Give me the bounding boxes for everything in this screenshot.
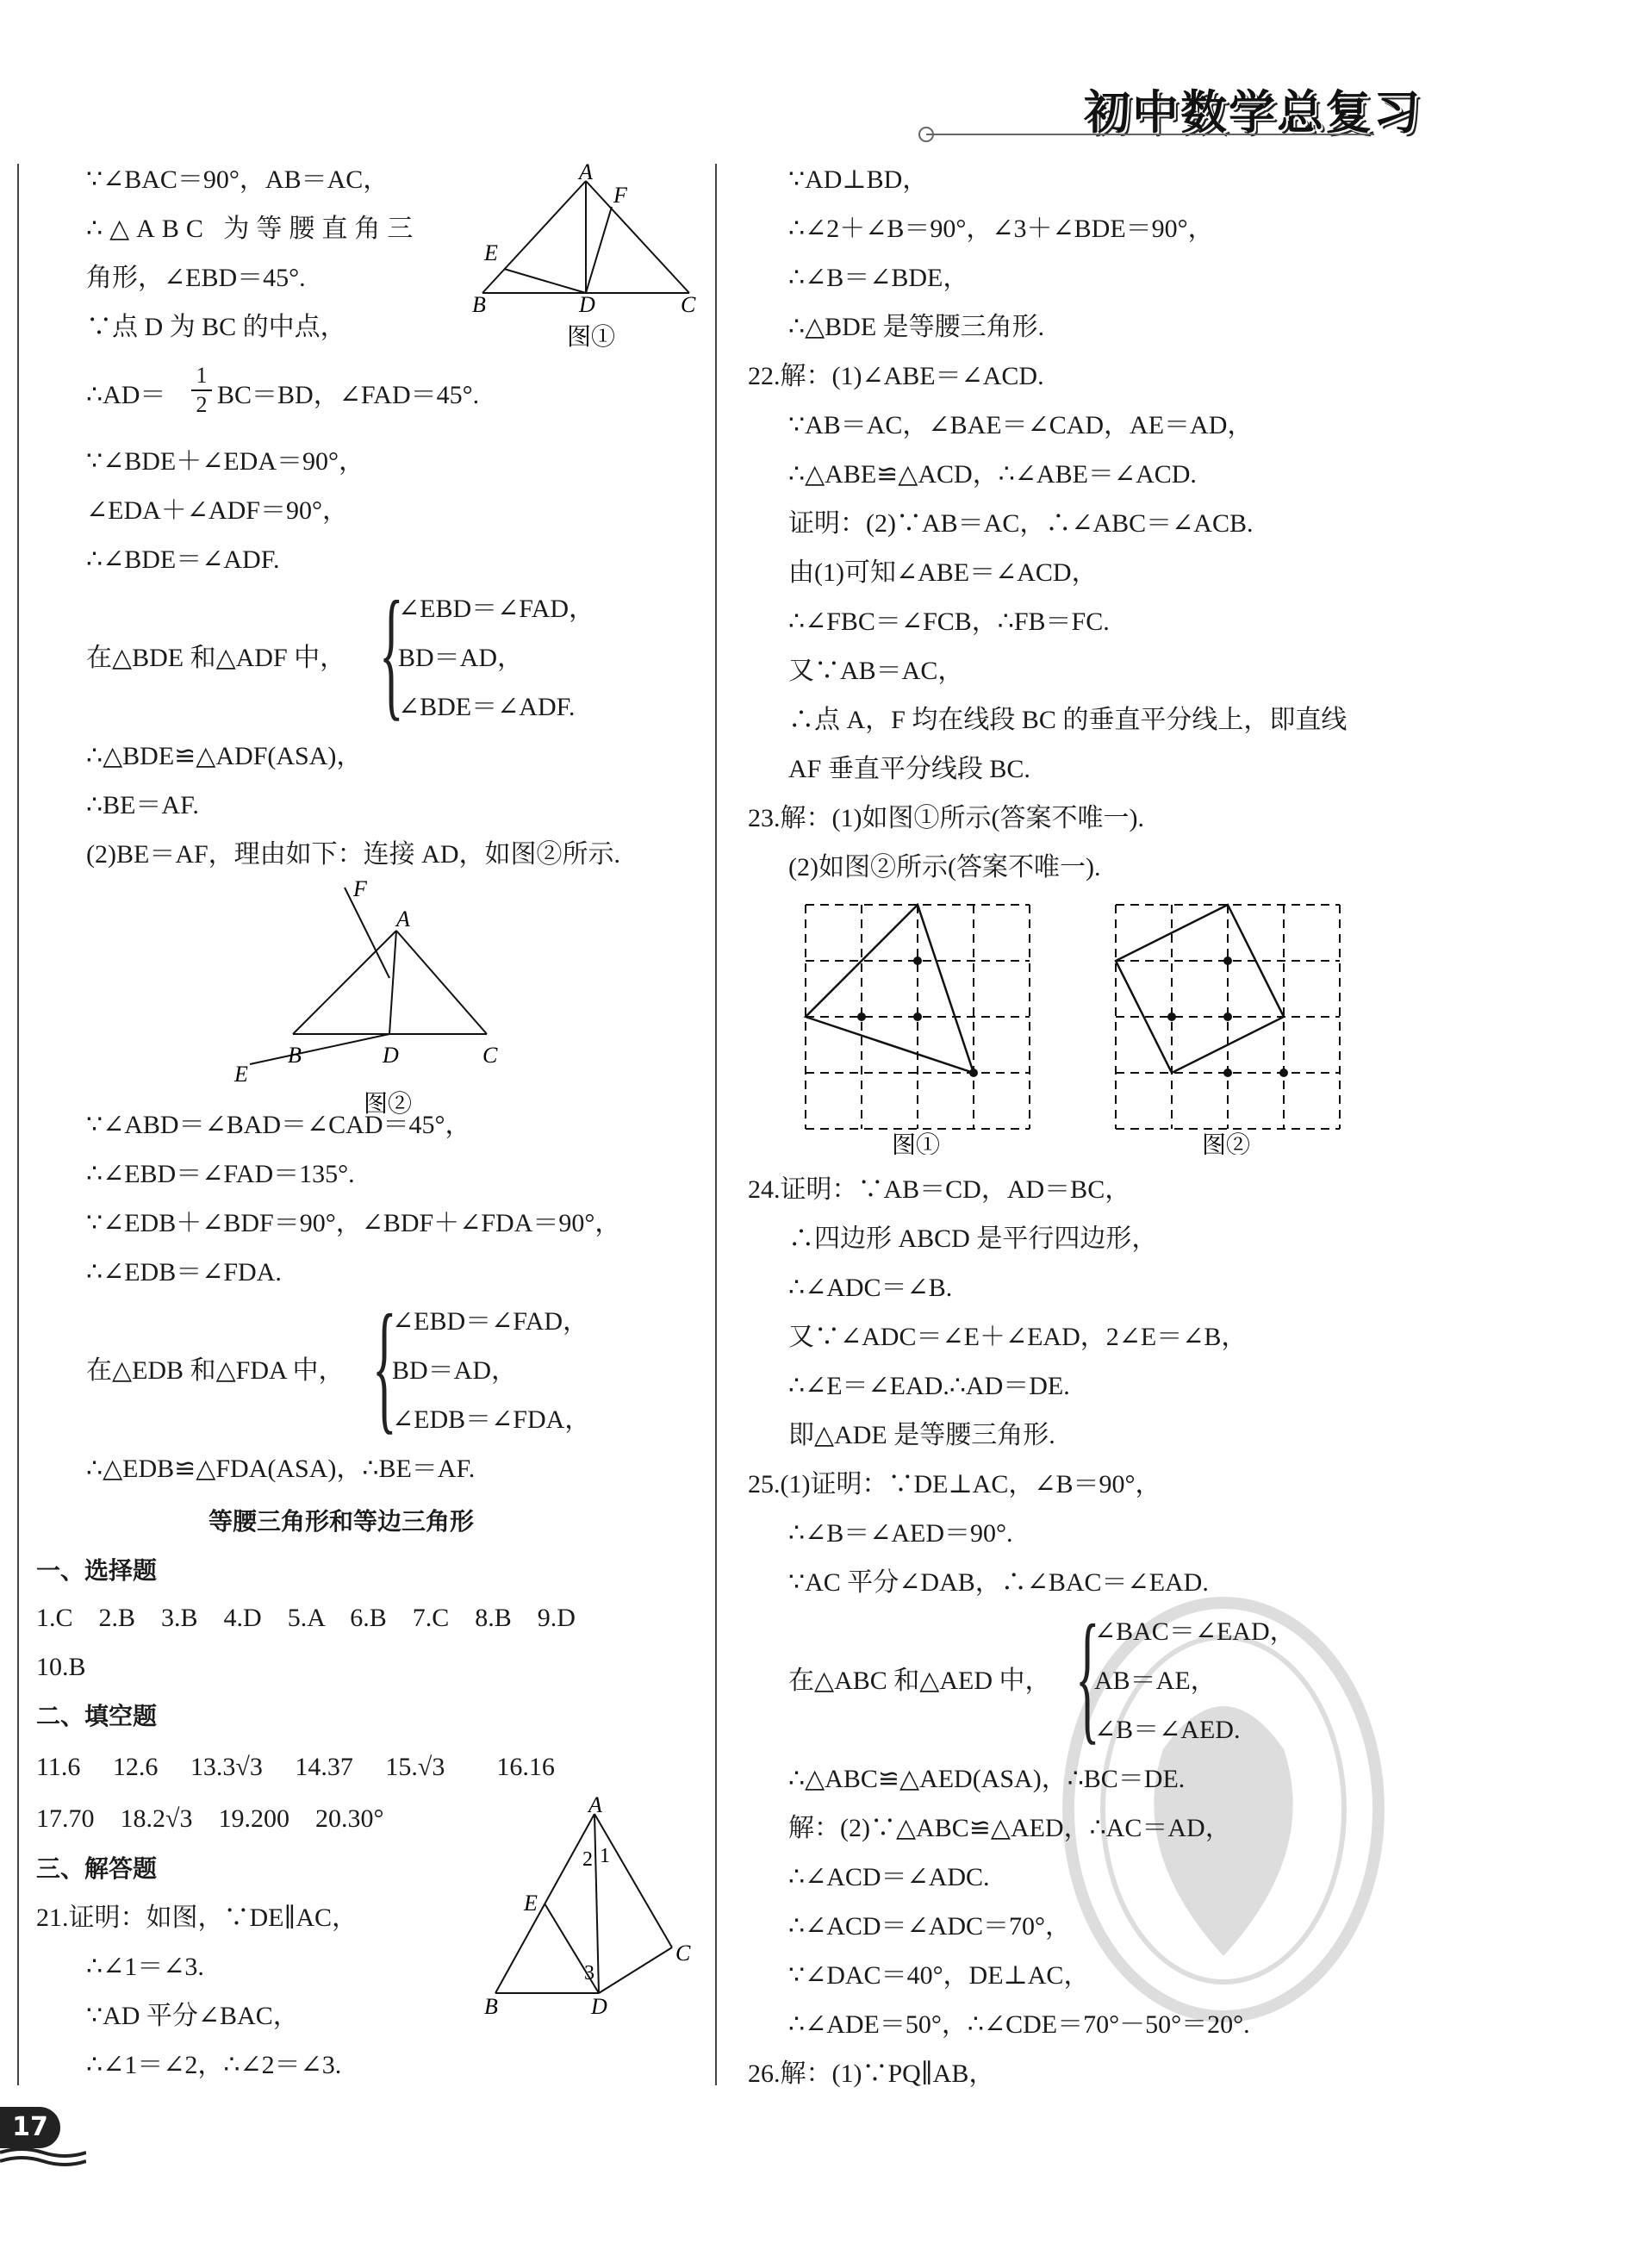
left-line: 在△BDE 和△ADF 中，	[86, 644, 346, 672]
page-number-wave-decor	[0, 2146, 86, 2166]
fig21-label: 1	[600, 1845, 610, 1867]
right-line: ∵AB＝AC，∠BAE＝∠CAD，AE＝AD，	[788, 411, 1254, 439]
fig1-label: A	[579, 164, 593, 184]
column-divider	[715, 164, 717, 2085]
grid-figure-1	[793, 896, 1043, 1155]
left-line: ∴AD＝	[86, 381, 166, 409]
fraction-denominator: 2	[196, 392, 208, 417]
fig1-label: B	[472, 292, 486, 317]
right-line: 又∵∠ADC＝∠E＋∠EAD，2∠E＝∠B，	[788, 1323, 1248, 1351]
right-line: ∠B＝∠AED.	[1094, 1716, 1241, 1744]
brace: {	[372, 1285, 397, 1447]
fraction	[191, 362, 212, 419]
right-line: ∴△ABE≌△ACD，∴∠ABE＝∠ACD.	[788, 460, 1197, 489]
page-number: 17	[0, 2107, 60, 2148]
right-line: ∴∠ADE＝50°，∴∠CDE＝70°－50°＝20°.	[788, 2010, 1250, 2039]
fig2-label: D	[383, 1043, 399, 1068]
left-line: ∴△BDE≌△ADF(ASA)，	[86, 742, 363, 770]
choice-answers: 1.C 2.B 3.B 4.D 5.A 6.B 7.C 8.B 9.D	[36, 1604, 576, 1632]
right-line: 即△ADE 是等腰三角形.	[788, 1421, 1055, 1449]
right-line: 22.解：(1)∠ABE＝∠ACD.	[748, 362, 1044, 390]
left-line: ∠EBD＝∠FAD，	[392, 1307, 589, 1336]
brace: {	[379, 571, 404, 733]
fig21-label: D	[591, 1994, 607, 2019]
left-line: 角形，∠EBD＝45°.	[86, 264, 306, 292]
left-line: ∠EDA＋∠ADF＝90°，	[86, 496, 348, 525]
q21-line: 21.证明：如图，∵DE∥AC，	[36, 1904, 358, 1932]
left-margin-rule	[17, 164, 19, 2085]
title-decor-line	[926, 134, 1374, 135]
right-line: 由(1)可知∠ABE＝∠ACD，	[788, 558, 1098, 587]
choice-answers: 10.B	[36, 1653, 86, 1681]
left-line: (2)BE＝AF，理由如下：连接 AD，如图②所示.	[86, 840, 620, 869]
right-line: 26.解：(1)∵PQ∥AB，	[748, 2059, 995, 2088]
right-line: ∴∠B＝∠BDE，	[788, 264, 969, 292]
fig1-caption: 图①	[567, 324, 616, 351]
fig1-label: E	[484, 240, 498, 265]
fig1-label: C	[681, 292, 696, 317]
right-line: ∴∠ACD＝∠ADC＝70°，	[788, 1912, 1072, 1941]
right-line: 解：(2)∵△ABC≌△AED，∴AC＝AD，	[788, 1814, 1231, 1842]
figure-q21-triangle	[474, 1797, 715, 2029]
right-line: ∵AC 平分∠DAB，∴∠BAC＝∠EAD.	[788, 1568, 1209, 1597]
right-line: ∴点 A，F 均在线段 BC 的垂直平分线上，即直线	[788, 706, 1348, 734]
fill-answers: 17.70 18.2√3 19.200 20.30°	[36, 1804, 384, 1833]
q21-line: ∵AD 平分∠BAC，	[86, 2002, 299, 2030]
section-heading: 一、选择题	[36, 1556, 158, 1585]
right-line: ∴△ABC≌△AED(ASA)，∴BC＝DE.	[788, 1765, 1186, 1793]
fraction-numerator: 1	[191, 362, 212, 391]
right-line: ∵∠DAC＝40°，DE⊥AC，	[788, 1961, 1090, 1990]
left-line: ∠EBD＝∠FAD，	[398, 595, 595, 623]
q21-line: ∴∠1＝∠2，∴∠2＝∠3.	[86, 2051, 342, 2079]
brace: {	[1075, 1595, 1100, 1757]
right-line: ∠BAC＝∠EAD，	[1094, 1617, 1296, 1646]
left-line: 在△EDB 和△FDA 中，	[86, 1356, 345, 1385]
left-line: ∴∠BDE＝∠ADF.	[86, 545, 280, 574]
left-line: ∠EDB＝∠FDA，	[392, 1405, 591, 1434]
grid2-caption: 图②	[1202, 1132, 1251, 1155]
right-line: 25.(1)证明：∵DE⊥AC，∠B＝90°，	[748, 1470, 1161, 1498]
fig21-label: 2	[582, 1848, 593, 1871]
right-line: 又∵AB＝AC，	[788, 657, 964, 685]
right-line: 证明：(2)∵AB＝AC，∴∠ABC＝∠ACB.	[788, 509, 1254, 538]
page-title: 初中数学总复习	[1084, 85, 1422, 140]
seal-watermark	[1060, 1594, 1387, 2025]
fig2-label: E	[234, 1062, 248, 1087]
section-heading: 三、解答题	[36, 1854, 158, 1883]
fig21-label: A	[588, 1797, 602, 1817]
fig2-caption: 图②	[364, 1091, 413, 1118]
left-line: ∵∠EDB＋∠BDF＝90°，∠BDF＋∠FDA＝90°，	[86, 1209, 621, 1237]
right-line: ∴∠B＝∠AED＝90°.	[788, 1519, 1013, 1548]
left-line: ∴△ABC 为等腰直角三	[86, 215, 420, 243]
left-line: ∴△EDB≌△FDA(ASA)，∴BE＝AF.	[86, 1455, 476, 1483]
fill-answers: 11.6 12.6 13.3√3 14.37 15.√3 16.16	[36, 1753, 555, 1781]
fig2-label: F	[353, 876, 367, 901]
left-line: ∵∠BDE＋∠EDA＝90°，	[86, 447, 365, 476]
fig21-label: C	[675, 1941, 691, 1966]
left-line: ∴∠EDB＝∠FDA.	[86, 1258, 282, 1287]
left-line: BC＝BD，∠FAD＝45°.	[217, 381, 480, 409]
figure-2-triangle	[224, 875, 517, 1120]
grid1-caption: 图①	[892, 1132, 941, 1155]
fig21-label: 3	[584, 1962, 594, 1984]
fig1-label: D	[579, 292, 595, 317]
right-line: 23.解：(1)如图①所示(答案不唯一).	[748, 804, 1144, 832]
right-line: ∴四边形 ABCD 是平行四边形，	[788, 1224, 1158, 1253]
left-line: ∵∠BAC＝90°，AB＝AC，	[86, 165, 389, 194]
right-line: ∴∠ADC＝∠B.	[788, 1274, 953, 1302]
right-line: ∴△BDE 是等腰三角形.	[788, 313, 1045, 341]
left-line: ∵点 D 为 BC 的中点，	[86, 313, 346, 341]
section-heading: 二、填空题	[36, 1702, 158, 1730]
section-title: 等腰三角形和等边三角形	[209, 1507, 475, 1536]
left-line: BD＝AD，	[398, 644, 524, 672]
fig2-label: A	[396, 907, 410, 932]
left-line: ∴∠EBD＝∠FAD＝135°.	[86, 1160, 355, 1188]
right-line: AB＝AE，	[1094, 1667, 1217, 1695]
right-line: ∴∠E＝∠EAD.∴AD＝DE.	[788, 1372, 1070, 1400]
right-line: 在△ABC 和△AED 中，	[788, 1667, 1051, 1695]
right-line: ∵AD⊥BD，	[788, 165, 929, 194]
right-line: AF 垂直平分线段 BC.	[788, 755, 1030, 783]
right-line: ∴∠ACD＝∠ADC.	[788, 1863, 990, 1891]
right-line: ∴∠FBC＝∠FCB，∴FB＝FC.	[788, 608, 1110, 636]
left-line: ∴BE＝AF.	[86, 791, 199, 819]
fig2-label: C	[482, 1043, 498, 1068]
right-line: ∴∠2＋∠B＝90°，∠3＋∠BDE＝90°，	[788, 215, 1214, 243]
left-line: BD＝AD，	[392, 1356, 518, 1385]
right-line: (2)如图②所示(答案不唯一).	[788, 853, 1101, 882]
left-line: ∵∠ABD＝∠BAD＝∠CAD＝45°，	[86, 1111, 471, 1139]
right-line: 24.证明：∵AB＝CD，AD＝BC，	[748, 1175, 1131, 1204]
fig2-label: B	[288, 1043, 302, 1068]
q21-line: ∴∠1＝∠3.	[86, 1953, 204, 1981]
figure-1-triangle	[465, 164, 715, 362]
fig21-label: E	[524, 1891, 538, 1916]
grid-figure-2	[1103, 896, 1353, 1155]
fig21-label: B	[484, 1994, 498, 2019]
left-line: ∠BDE＝∠ADF.	[398, 693, 576, 721]
fig1-label: F	[613, 183, 627, 208]
